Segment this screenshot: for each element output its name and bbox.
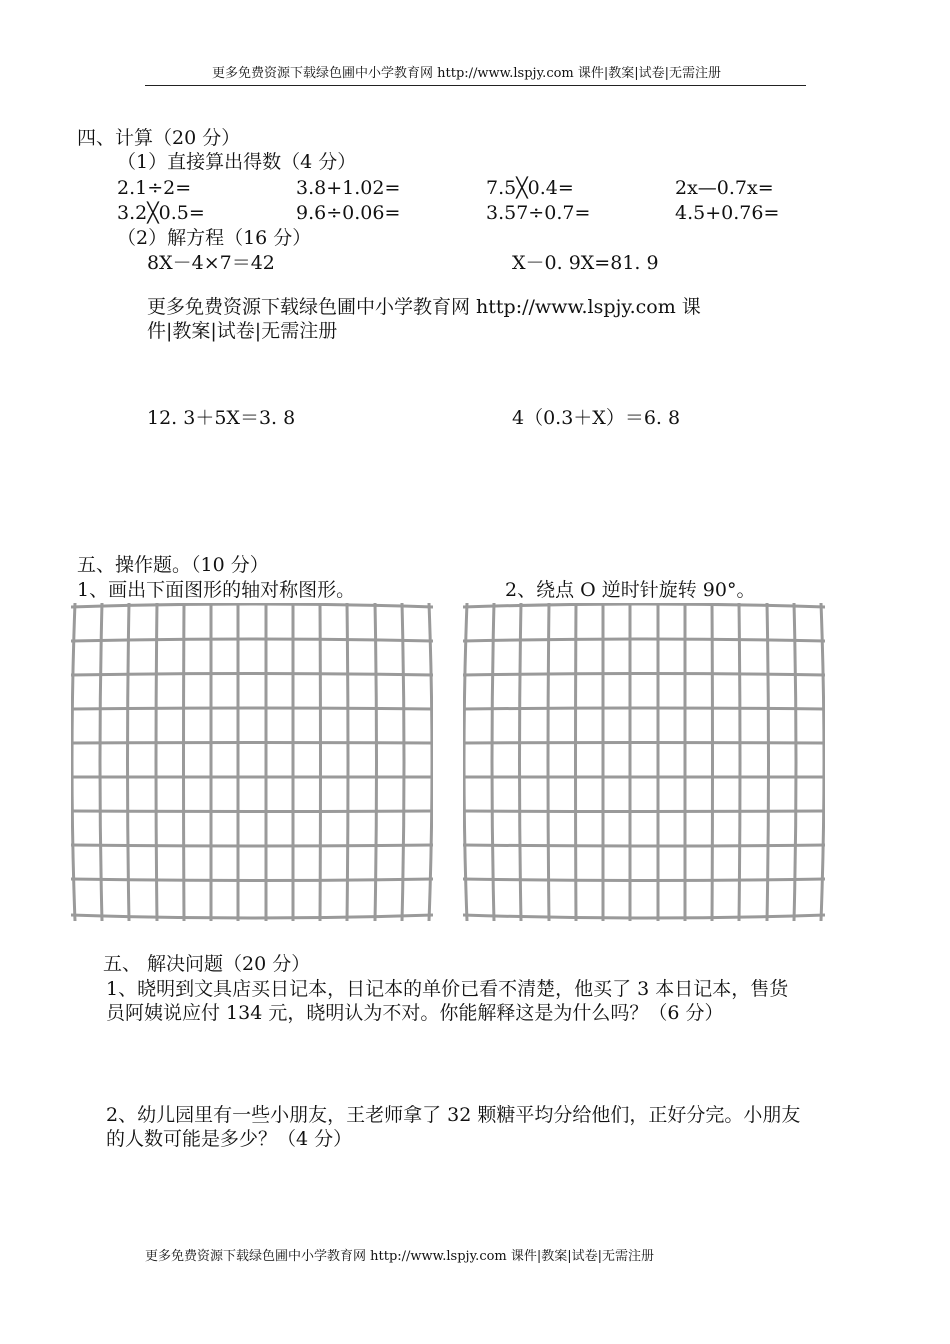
grid-paper-right: [463, 603, 825, 921]
question2-line1: 2、幼儿园里有一些小朋友，王老师拿了 32 颗糖平均分给他们，正好分完。小朋友: [106, 1104, 801, 1126]
page-footer: 更多免费资源下载绿色圃中小学教育网 http://www.lspjy.com 课件|教案|试卷|无需注册: [145, 1249, 655, 1264]
calc-item: 3.57÷0.7=: [486, 202, 591, 224]
section5-title: 五、操作题。（10 分）: [77, 554, 269, 576]
ad-text-line2: 件|教案|试卷|无需注册: [147, 320, 338, 342]
equation-2: X－0. 9X=81. 9: [512, 252, 659, 274]
section4-title: 四、计算（20 分）: [77, 127, 241, 149]
equation-1: 8X－4×7＝42: [147, 252, 275, 274]
task1-label: 1、画出下面图形的轴对称图形。: [77, 579, 356, 601]
question2-line2: 的人数可能是多少？（4 分）: [106, 1128, 353, 1150]
part2-title: （2）解方程（16 分）: [117, 227, 312, 249]
question1-line1: 1、晓明到文具店买日记本，日记本的单价已看不清楚，他买了 3 本日记本，售货: [106, 978, 789, 1000]
equation-4: 4（0.3＋X）＝6. 8: [512, 407, 681, 429]
calc-item: 9.6÷0.06=: [296, 202, 401, 224]
header-rule: [145, 85, 806, 86]
equation-3: 12. 3＋5X＝3. 8: [147, 407, 296, 429]
grid-paper-left: [71, 603, 433, 921]
section6-title: 五、 解决问题（20 分）: [103, 953, 311, 975]
calc-item: 3.8+1.02=: [296, 177, 401, 199]
page-header: 更多免费资源下载绿色圃中小学教育网 http://www.lspjy.com 课件|教案|试卷|无需注册: [212, 66, 722, 81]
calc-item: 2.1÷2=: [117, 177, 192, 199]
ad-text-line1: 更多免费资源下载绿色圃中小学教育网 http://www.lspjy.com 课: [147, 296, 701, 318]
question1-line2: 员阿姨说应付 134 元，晓明认为不对。你能解释这是为什么吗？（6 分）: [106, 1002, 724, 1024]
task2-label: 2、绕点 O 逆时针旋转 90°。: [505, 579, 756, 601]
calc-item: 4.5+0.76=: [675, 202, 780, 224]
calc-item: 3.2╳0.5=: [117, 202, 205, 224]
part1-title: （1）直接算出得数（4 分）: [117, 151, 357, 173]
calc-item: 2x—0.7x=: [675, 177, 774, 199]
calc-item: 7.5╳0.4=: [486, 177, 574, 199]
